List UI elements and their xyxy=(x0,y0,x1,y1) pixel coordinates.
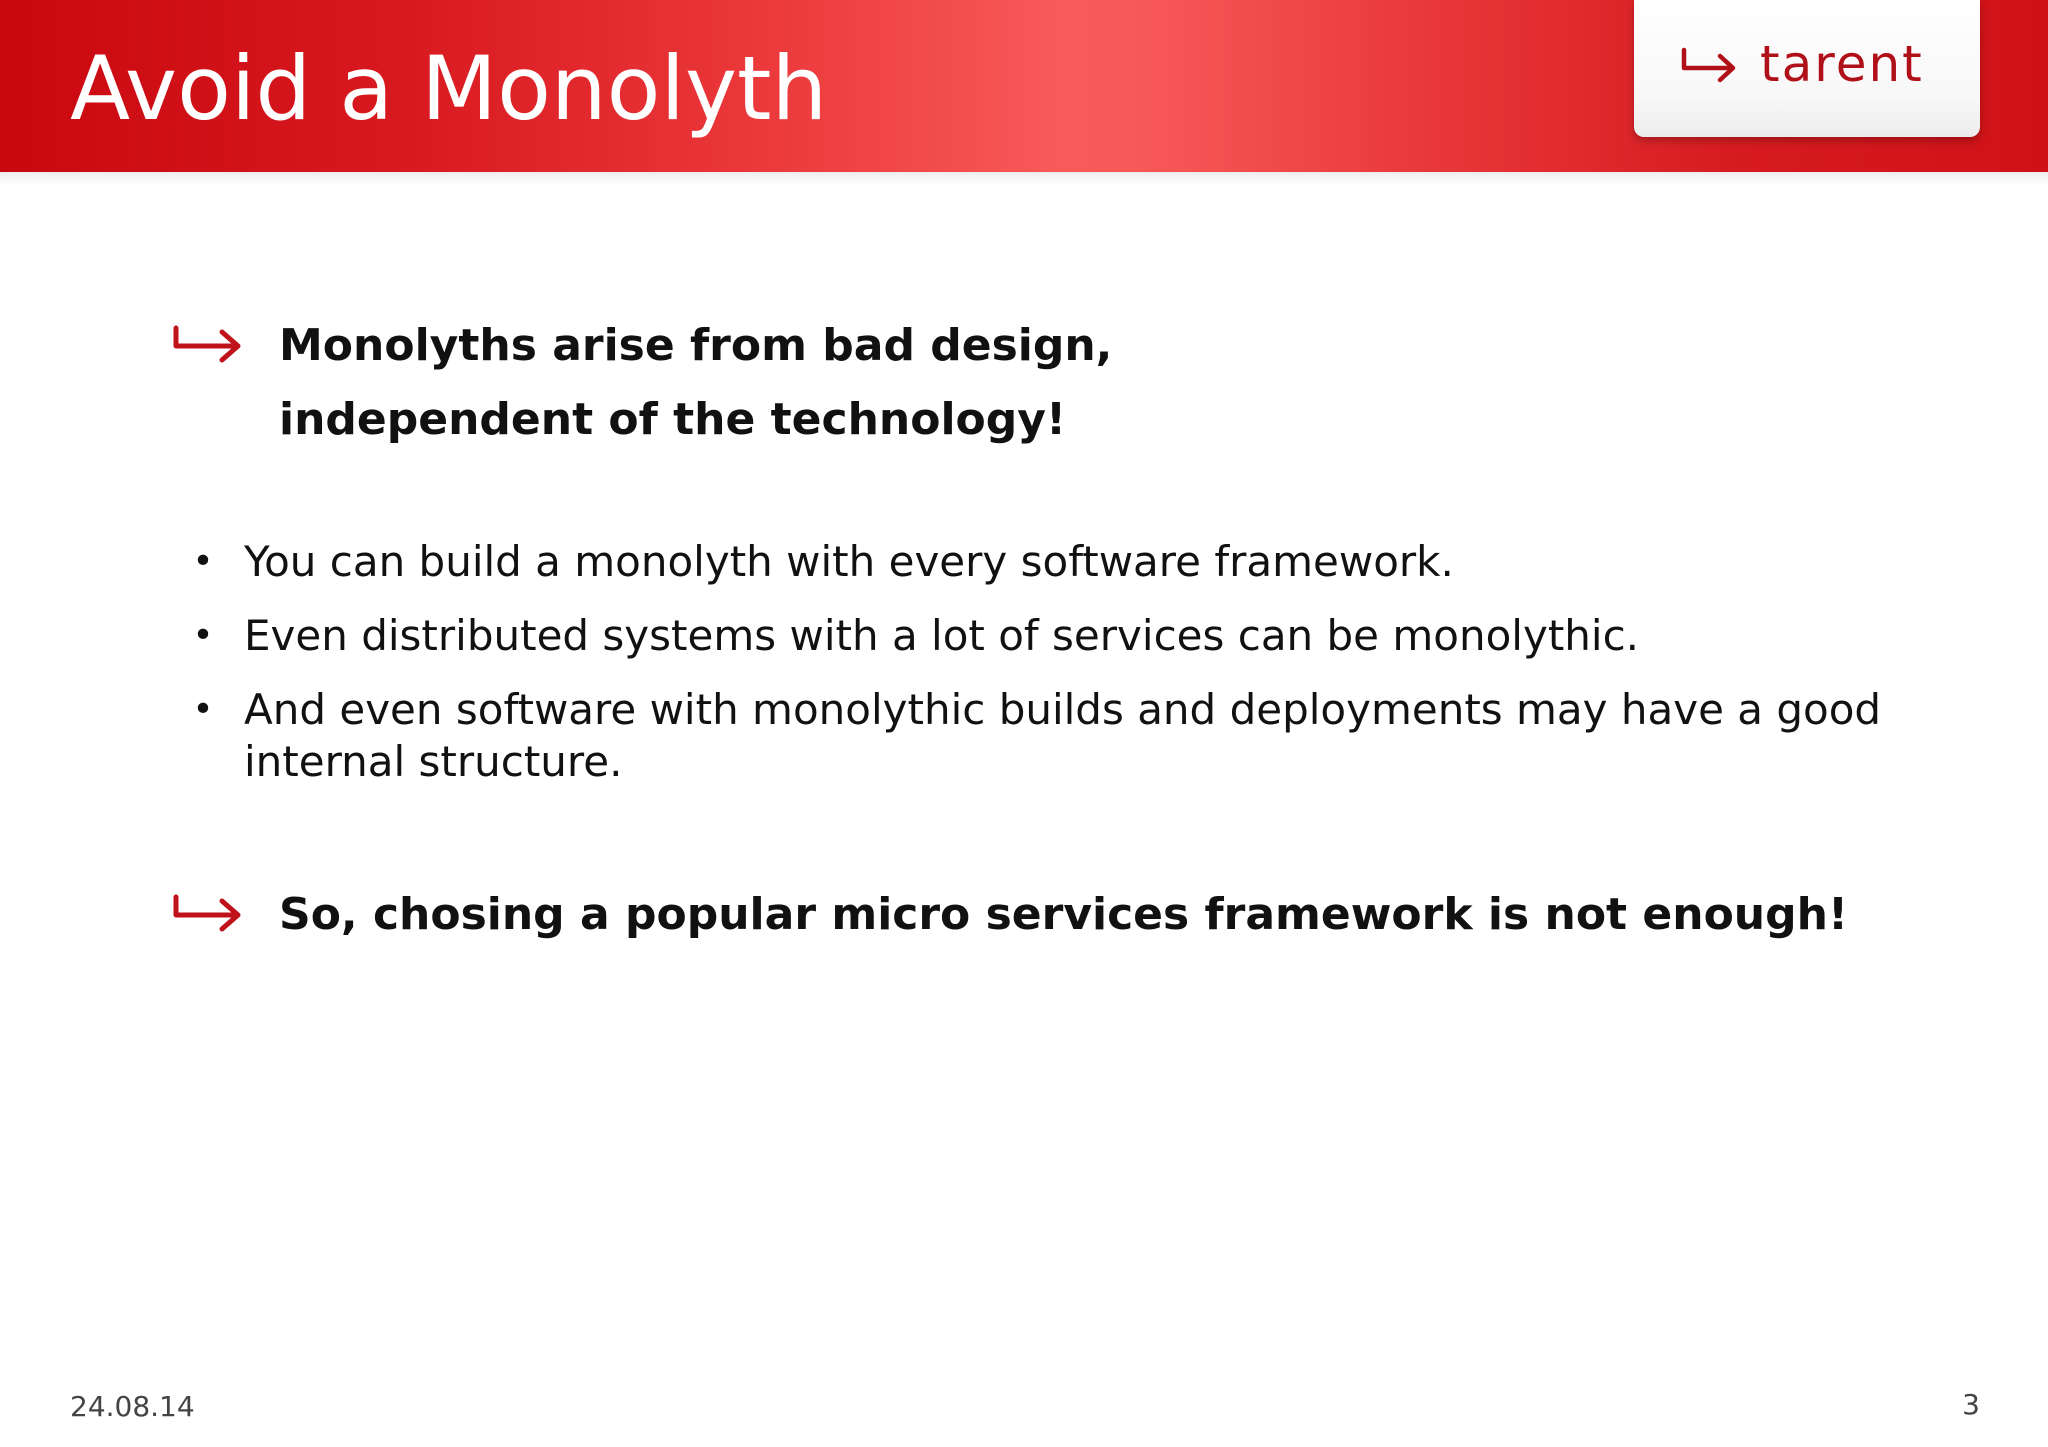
hooked-arrow-right-icon xyxy=(172,322,244,366)
bullet-item xyxy=(188,536,1888,588)
page-number: 3 xyxy=(1962,1388,1980,1421)
header-shadow xyxy=(0,172,2048,186)
statement-1-line-1: Monolyths arise from bad design, xyxy=(279,320,1113,371)
logo-arrow-icon xyxy=(1680,46,1740,86)
bullet-item xyxy=(188,684,1888,788)
bullet-dot: • xyxy=(192,615,214,656)
slide-title: Avoid a Monolyth xyxy=(70,37,828,140)
bullet-text: And even software with monolythic builds and deployments may have a good internal structure. xyxy=(244,685,1882,786)
bullet-text: You can build a monolyth with every software framework. xyxy=(244,537,1454,586)
footer-date: 24.08.14 xyxy=(70,1390,195,1423)
company-logo xyxy=(1634,0,1980,137)
bullet-item xyxy=(188,610,1888,662)
bullet-list xyxy=(188,536,1888,810)
logo-text: tarent xyxy=(1760,35,1924,93)
bullet-dot: • xyxy=(192,541,214,582)
statement-1-line-2: independent of the technology! xyxy=(279,394,1067,445)
bullet-dot: • xyxy=(192,689,214,730)
hooked-arrow-right-icon xyxy=(172,891,244,935)
statement-2: So, chosing a popular micro services framework is not enough! xyxy=(279,889,1849,940)
bullet-text: Even distributed systems with a lot of services can be monolythic. xyxy=(244,611,1640,660)
